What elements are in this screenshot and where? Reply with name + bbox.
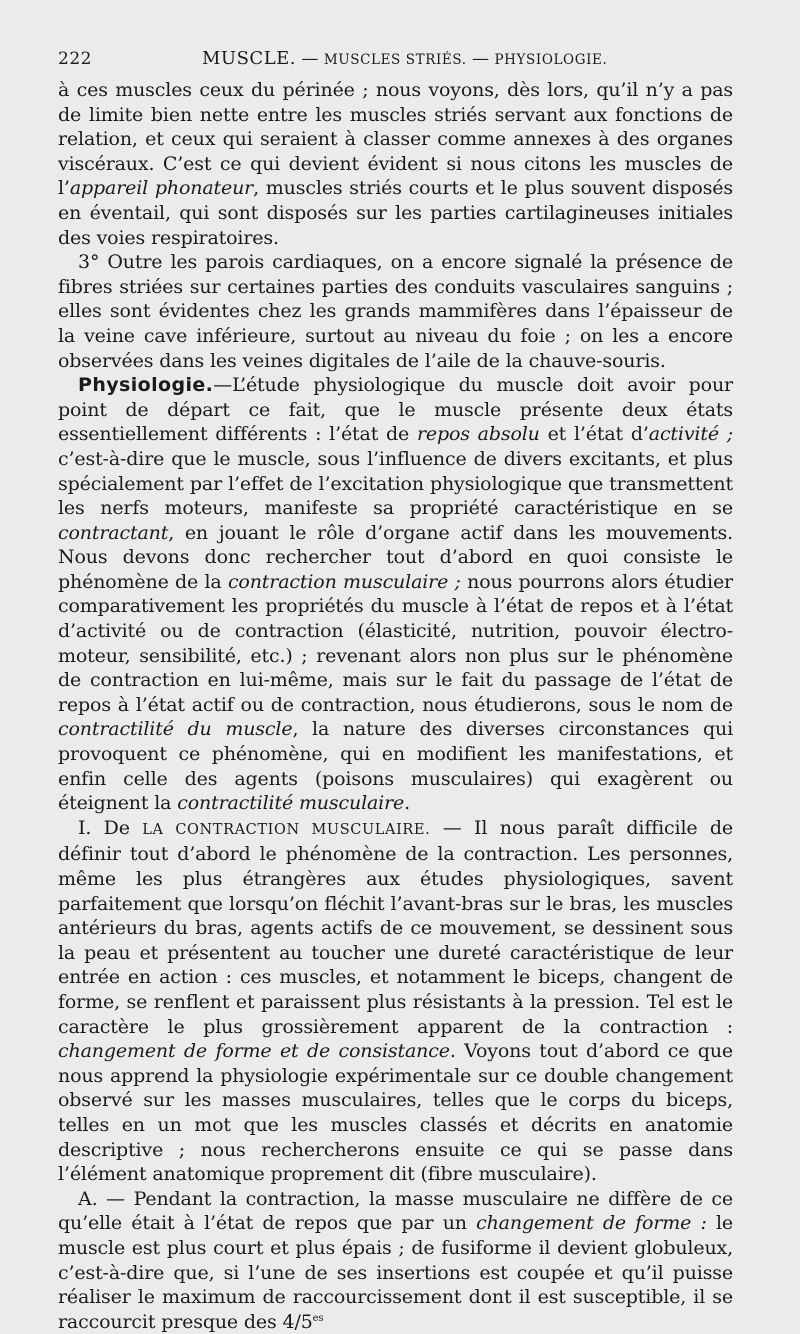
- italic-term: contractilité du muscle: [58, 718, 293, 741]
- running-title-separator-1: —: [296, 49, 324, 69]
- running-title-section: MUSCLES STRIÉS.: [323, 52, 467, 68]
- paragraph-physiologie: [58, 373, 733, 816]
- paragraph-text: , muscles striés courts et le plus souvent disposés en éventail, qui sont disposés sur les parties cartilagineuses initiales des voies respiratoires.: [58, 177, 733, 249]
- book-page: [58, 48, 733, 1334]
- paragraph-vascular-fibres: [58, 250, 733, 373]
- italic-term: repos absolu: [416, 423, 540, 446]
- paragraph-text: A. — Pendant la contraction, la masse musculaire ne diffère de ce qu’elle était à l’état de repos que par un: [58, 1187, 733, 1235]
- subsection-heading: LA CONTRACTION MUSCULAIRE.: [142, 821, 431, 838]
- paragraph-text: et l’état d’: [539, 423, 649, 446]
- running-title-subsection: PHYSIOLOGIE.: [494, 52, 608, 68]
- paragraph-text: .: [404, 792, 411, 815]
- paragraph-point-a: [58, 1187, 733, 1334]
- paragraph-text: , la nature des diverses circonstances qui provoquent ce phénomène, qui en modifient les manifestations, et enfin celle des agents (poisons musculaires) qui exagèrent ou éteignent la: [58, 718, 734, 815]
- paragraph-contraction: [58, 816, 733, 1187]
- paragraph-continuation: [58, 78, 733, 250]
- paragraph-text: —L’étude physiologique du muscle doit avoir pour point de départ ce fait, que le muscle présente deux états essentiellement différents : l’état de: [58, 374, 733, 446]
- italic-term: changement de forme :: [476, 1212, 707, 1235]
- italic-term: contractilité musculaire: [177, 792, 405, 815]
- section-heading: Physiologie.: [78, 374, 214, 397]
- paragraph-text: — Il nous paraît difficile de définir tout d’abord le phénomène de la contraction. Les personnes, même les plus étrangères aux études physiologiques, savent parfaitement que lorsqu’on fléchit l’avant-bras sur le bras, les muscles antérieurs du bras, agents actifs de ce mouvement, se dessinent sous la peau et présentent au toucher une dureté caractéristique de leur entrée en action : ces muscles, et notamment le biceps, changent de forme, se renflent et paraissent plus résistants à la pression. Tel est le caractère le plus grossièrement apparent de la contraction :: [58, 816, 733, 1038]
- paragraph-text: le muscle est plus court et plus épais ; de fusiforme il devient globuleux, c’est-à-dire que, si l’une de ses insertions est coupée et qu’il puisse réaliser le maximum de raccourcissement dont il est susceptible, il se raccourcit presque des 4/5: [58, 1212, 733, 1333]
- paragraph-text: , en jouant le rôle d’organe actif dans les mouvements. Nous devons donc rechercher tout d’abord en quoi consiste le phénomène de la: [58, 521, 733, 593]
- running-title: [168, 48, 733, 69]
- running-title-separator-2: —: [466, 49, 495, 69]
- paragraph-text: . Voyons tout d’abord ce que nous apprend la physiologie expérimentale sur ce double changement observé sur les masses musculaires, telles que le corps du biceps, telles en un mot que les muscles classés et décrits en anatomie descriptive ; nous rechercherons ensuite ce qui se passe dans l’élément anatomique proprement dit (fibre musculaire).: [58, 1040, 733, 1186]
- superscript: es: [312, 1312, 324, 1324]
- running-head: [58, 48, 733, 76]
- subsection-number: I. De: [78, 816, 143, 839]
- running-title-main: MUSCLE.: [202, 48, 297, 69]
- italic-term: contractant: [58, 521, 169, 544]
- paragraph-text: à ces muscles ceux du périnée ; nous voyons, dès lors, qu’il n’y a pas de limite bien nette entre les muscles striés servant aux fonctions de relation, et ceux qui seraient à classer comme annexes à des organes viscéraux. C’est ce qui devient évident si nous citons les muscles de l’: [58, 79, 733, 200]
- page-number: 222: [58, 49, 92, 69]
- italic-term: appareil phonateur: [69, 177, 254, 200]
- paragraph-text: c’est-à-dire que le muscle, sous l’influence de divers excitants, et plus spécialement par l’effet de l’excitation physiologique que transmettent les nerfs moteurs, manifeste sa propriété caractéristique en se: [58, 447, 733, 520]
- italic-term: activité ;: [648, 423, 733, 446]
- paragraph-text: 3° Outre les parois cardiaques, on a encore signalé la présence de fibres striées sur certaines parties des conduits vasculaires sanguins ; elles sont évidentes chez les grands mammifères dans l’épaisseur de la veine cave inférieure, surtout au niveau du foie ; on les a encore observées dans les veines digitales de l’aile de la chauve-souris.: [58, 251, 733, 372]
- paragraph-text: nous pourrons alors étudier comparativement les propriétés du muscle à l’état de repos et à l’état d’activité ou de contraction (élasticité, nutrition, pouvoir électro-moteur, sensibilité, etc.) ; revenant alors non plus sur le phénomène de contraction en lui-même, mais sur le fait du passage de l’état de repos à l’état actif ou de contraction, nous étudierons, sous le nom de: [58, 570, 733, 716]
- italic-term: contraction musculaire ;: [227, 570, 461, 593]
- italic-term: changement de forme et de consistance: [58, 1040, 450, 1063]
